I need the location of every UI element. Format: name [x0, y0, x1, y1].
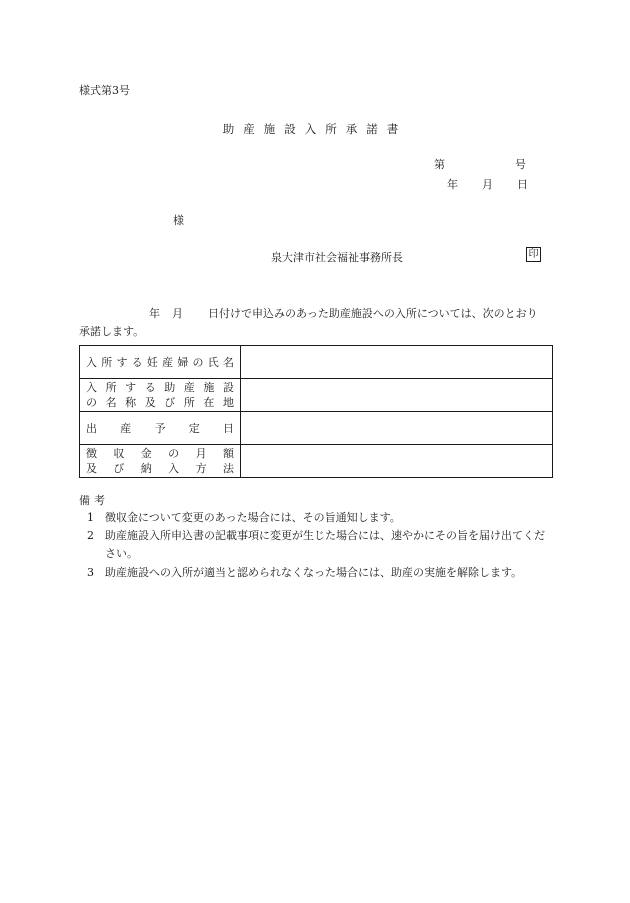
- row-label: [80, 445, 241, 478]
- facility-name-address-field: [241, 379, 553, 412]
- label-line: 出 産 予 定 日: [86, 421, 234, 435]
- body-year-label: 年: [149, 307, 160, 320]
- document-title: 助産施設入所承諾書: [222, 122, 408, 136]
- doc-number-prefix: 第: [434, 158, 445, 171]
- body-text-line2: 承諾します。: [79, 325, 145, 338]
- info-table: [79, 345, 553, 478]
- form-number: 様式第3号: [79, 84, 130, 97]
- label-line: 及 び 納 入 方 法: [86, 462, 234, 475]
- doc-number-suffix: 号: [515, 158, 526, 171]
- addressee-suffix: 様: [173, 214, 184, 227]
- note-number: 3: [87, 566, 94, 579]
- date-year-label: 年: [447, 178, 458, 191]
- date-day-label: 日: [517, 178, 528, 191]
- note-text: 助産施設への入所が適当と認められなくなった場合には、助産の実施を解除します。: [105, 566, 523, 579]
- notes-title: 備考: [79, 494, 109, 507]
- table-row: [80, 412, 553, 445]
- note-number: 2: [87, 529, 94, 542]
- row-label: [80, 346, 241, 379]
- body-month-label: 月: [172, 307, 183, 320]
- issuer-name: 泉大津市社会福祉事務所長: [271, 251, 403, 264]
- table-row: [80, 445, 553, 478]
- label-line: 徴 収 金 の 月 額: [86, 447, 234, 460]
- date-month-label: 月: [482, 178, 493, 191]
- note-text: 助産施設入所申込書の記載事項に変更が生じた場合には、速やかにその旨を届け出てください。: [105, 529, 545, 560]
- seal-mark: 印: [526, 247, 541, 262]
- due-date-field: [241, 412, 553, 445]
- label-line: の 名 称 及 び 所 在 地: [86, 396, 234, 409]
- applicant-name-field: [241, 346, 553, 379]
- body-text-line1: 日付けで申込みのあった助産施設への入所については、次のとおり: [208, 307, 538, 320]
- table-row: [80, 346, 553, 379]
- note-text: 徴収金について変更のあった場合には、その旨通知します。: [105, 511, 401, 524]
- table-row: [80, 379, 553, 412]
- note-item: [87, 564, 557, 582]
- fee-method-field: [241, 445, 553, 478]
- row-label: [80, 379, 241, 412]
- note-item: [87, 509, 557, 527]
- label-line: 入 所 す る 妊 産 婦 の 氏 名: [86, 355, 234, 369]
- note-item: [87, 527, 557, 563]
- row-label: [80, 412, 241, 445]
- note-number: 1: [87, 511, 94, 524]
- label-line: 入 所 す る 助 産 施 設: [86, 381, 234, 394]
